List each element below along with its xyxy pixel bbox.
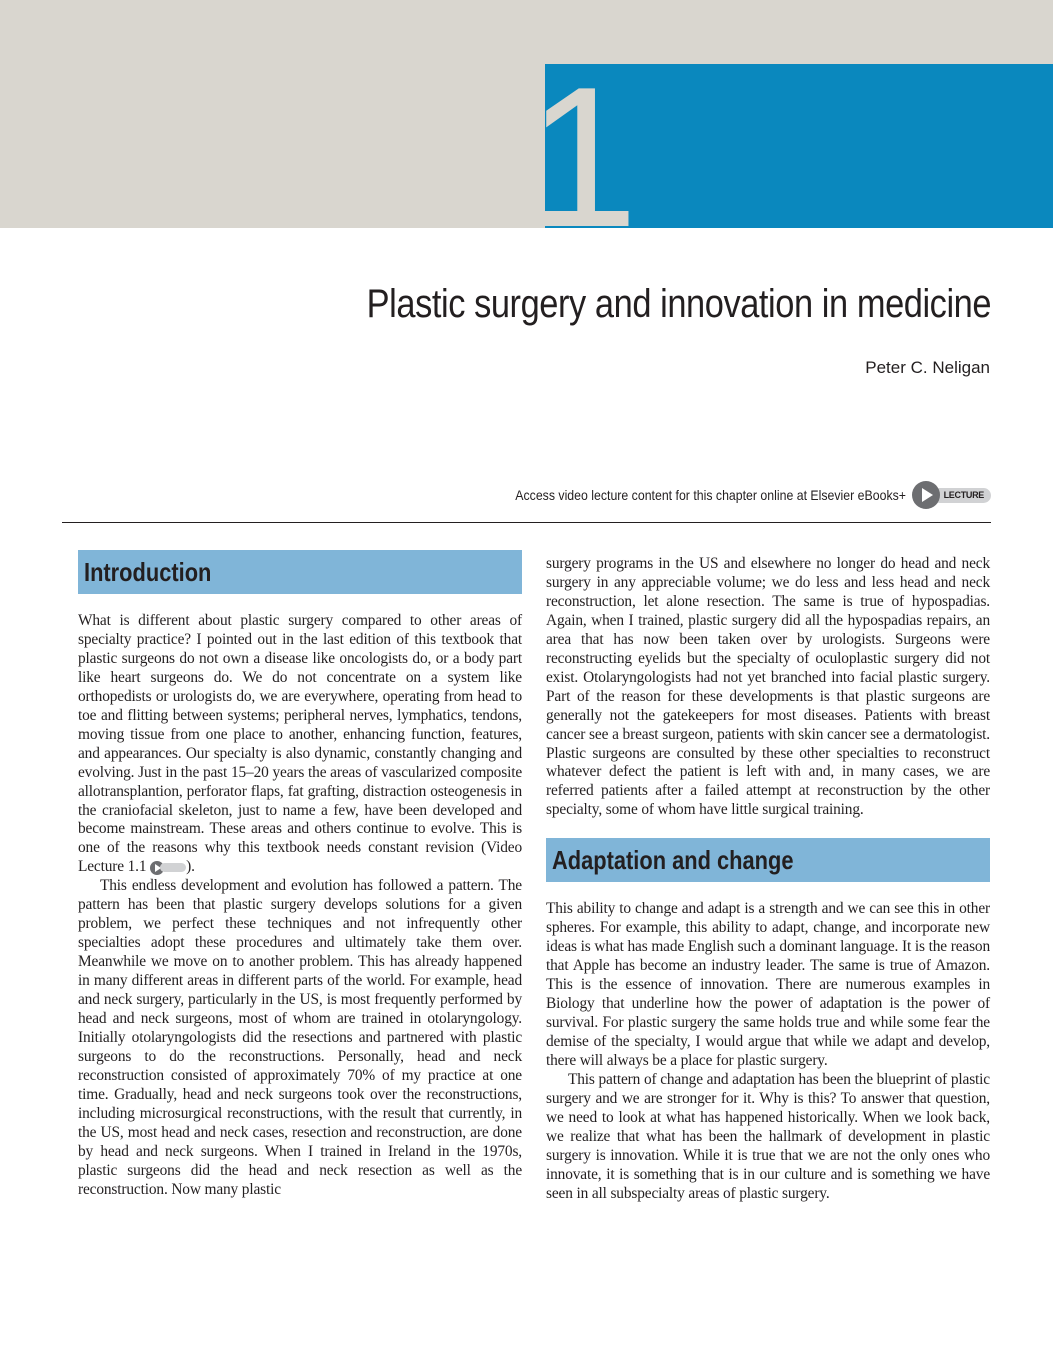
header-divider: [62, 522, 991, 523]
lecture-label: LECTURE: [932, 488, 991, 503]
body-paragraph-continued: [546, 555, 990, 820]
video-access-line: [462, 481, 991, 509]
video-lecture-suffix: ).: [186, 858, 195, 876]
section-heading-text: Adaptation and change: [552, 844, 794, 875]
chapter-number: 1: [527, 46, 639, 269]
body-paragraph: [78, 612, 522, 877]
section-heading-text: Introduction: [84, 556, 212, 587]
video-access-text: Access video lecture content for this chapter online at Elsevier eBooks+: [514, 487, 906, 503]
body-paragraph: [546, 1071, 990, 1204]
chapter-title: Plastic surgery and innovation in medicine: [366, 282, 991, 326]
body-paragraph: [546, 900, 990, 1071]
chapter-number-box: [527, 46, 1053, 269]
section-heading-adaptation: [546, 838, 990, 882]
paragraph-text: This pattern of change and adaptation has been the blueprint of plastic surgery and we are stronger for it. Why is this? To answer that question, we need to look at what has happened historically. When we look back, we realize that what has been the hallmark of development in plastic surgery is innovation. While it is true that we are not the only ones who innovate, it is something that is in our culture and is something we have seen in all subspecialty areas of plastic surgery.: [546, 1070, 990, 1202]
lecture-video-badge[interactable]: [912, 481, 991, 509]
left-column: [78, 550, 522, 1200]
chapter-author: Peter C. Neligan: [865, 358, 990, 377]
intro-paragraph-text: What is different about plastic surgery compared to other areas of specialty practice? I pointed out in the last edition of this textbook that plastic surgeons do not own a disease like oncologists do, or a body part like heart surgeons do. We do not concentrate on a system like orthopedists or urologists do, we are everywhere, operating from head to toe and flitting between systems; peripheral nerves, lymphatics, tendons, moving tissue from one place to another, enhancing function, features, and appearances. Our specialty is also dynamic, constantly changing and evolving. Just in the past 15–20 years the areas of vascularized composite allotransplantion, perforator flaps, fat grafting, distraction osteogenesis in the craniofacial skeleton, just to name a few, have been developed and become mainstream. These areas and others continue to evolve. This is one of the reasons why this textbook needs constant revision (Video Lecture 1.1: [78, 612, 522, 876]
play-icon: [912, 481, 940, 509]
paragraph-text: This ability to change and adapt is a strength and we can see this in other spheres. For example, this ability to adapt, change, and incorporate new ideas is what has made English such a dominant language. It is the reason that Apple has become an industry leader. The same is true of Amazon. This is the essence of innovation. There are numerous examples in Biology that underline how the power of adaptation is the power of survival. For plastic surgery the same holds true and while some fear the demise of the specialty, I would argue that while we adapt and develop, there will always be a place for plastic surgery.: [546, 900, 990, 1069]
right-column: [546, 555, 990, 1204]
video-lecture-icon[interactable]: [150, 861, 186, 875]
section-heading-introduction: [78, 550, 522, 594]
paragraph-text: surgery programs in the US and elsewhere no longer do head and neck surgery in any appreciable volume; we do less and less head and neck reconstruction, let alone resection. The same is true of hypospadias. Again, when I trained, plastic surgery did all the hypospadias repairs, an area that has now been taken over by urologists. Surgeons were reconstructing eyelids but the specialty of oculoplastic surgery did not exist. Otolaryngologists had not yet branched into facial plastic surgery. Part of the reason for these developments is that plastic surgeons are generally not the gatekeepers for most diseases. Patients with breast cancer see a breast surgeon, patients with skin cancer see a dermatologist. Plastic surgeons are consulted by these other specialties to reconstruct whatever defect the patient is left with and, in many cases, we are referred patients after a failed attempt at reconstruction by the other specialty, some of whom have little surgical training.: [546, 555, 990, 819]
body-paragraph: [78, 877, 522, 1199]
paragraph-text: This endless development and evolution has followed a pattern. The pattern has been that plastic surgery develops solutions for a given problem, we perfect these techniques and not infrequently other specialties adopt these procedures and ultimately take them over. Meanwhile we move on to another problem. This has already happened in many different areas in different parts of the world. For example, head and neck surgery, particularly in the US, is most frequently performed by head and neck surgeons, most of whom are trained in otolaryngology. Initially otolaryngologists did the resections and partnered with plastic surgeons to do the reconstructions. Personally, head and neck reconstruction consisted of approximately 70% of my practice at one time. Gradually, head and neck surgeons took over the reconstructions, including microsurgical reconstructions, with the result that currently, in the US, most head and neck cases, resection and reconstruction, are done by head and neck surgeons. When I trained in Ireland in the 1970s, plastic surgeons did the head and neck resection as well as the reconstruction. Now many plastic: [78, 877, 522, 1198]
